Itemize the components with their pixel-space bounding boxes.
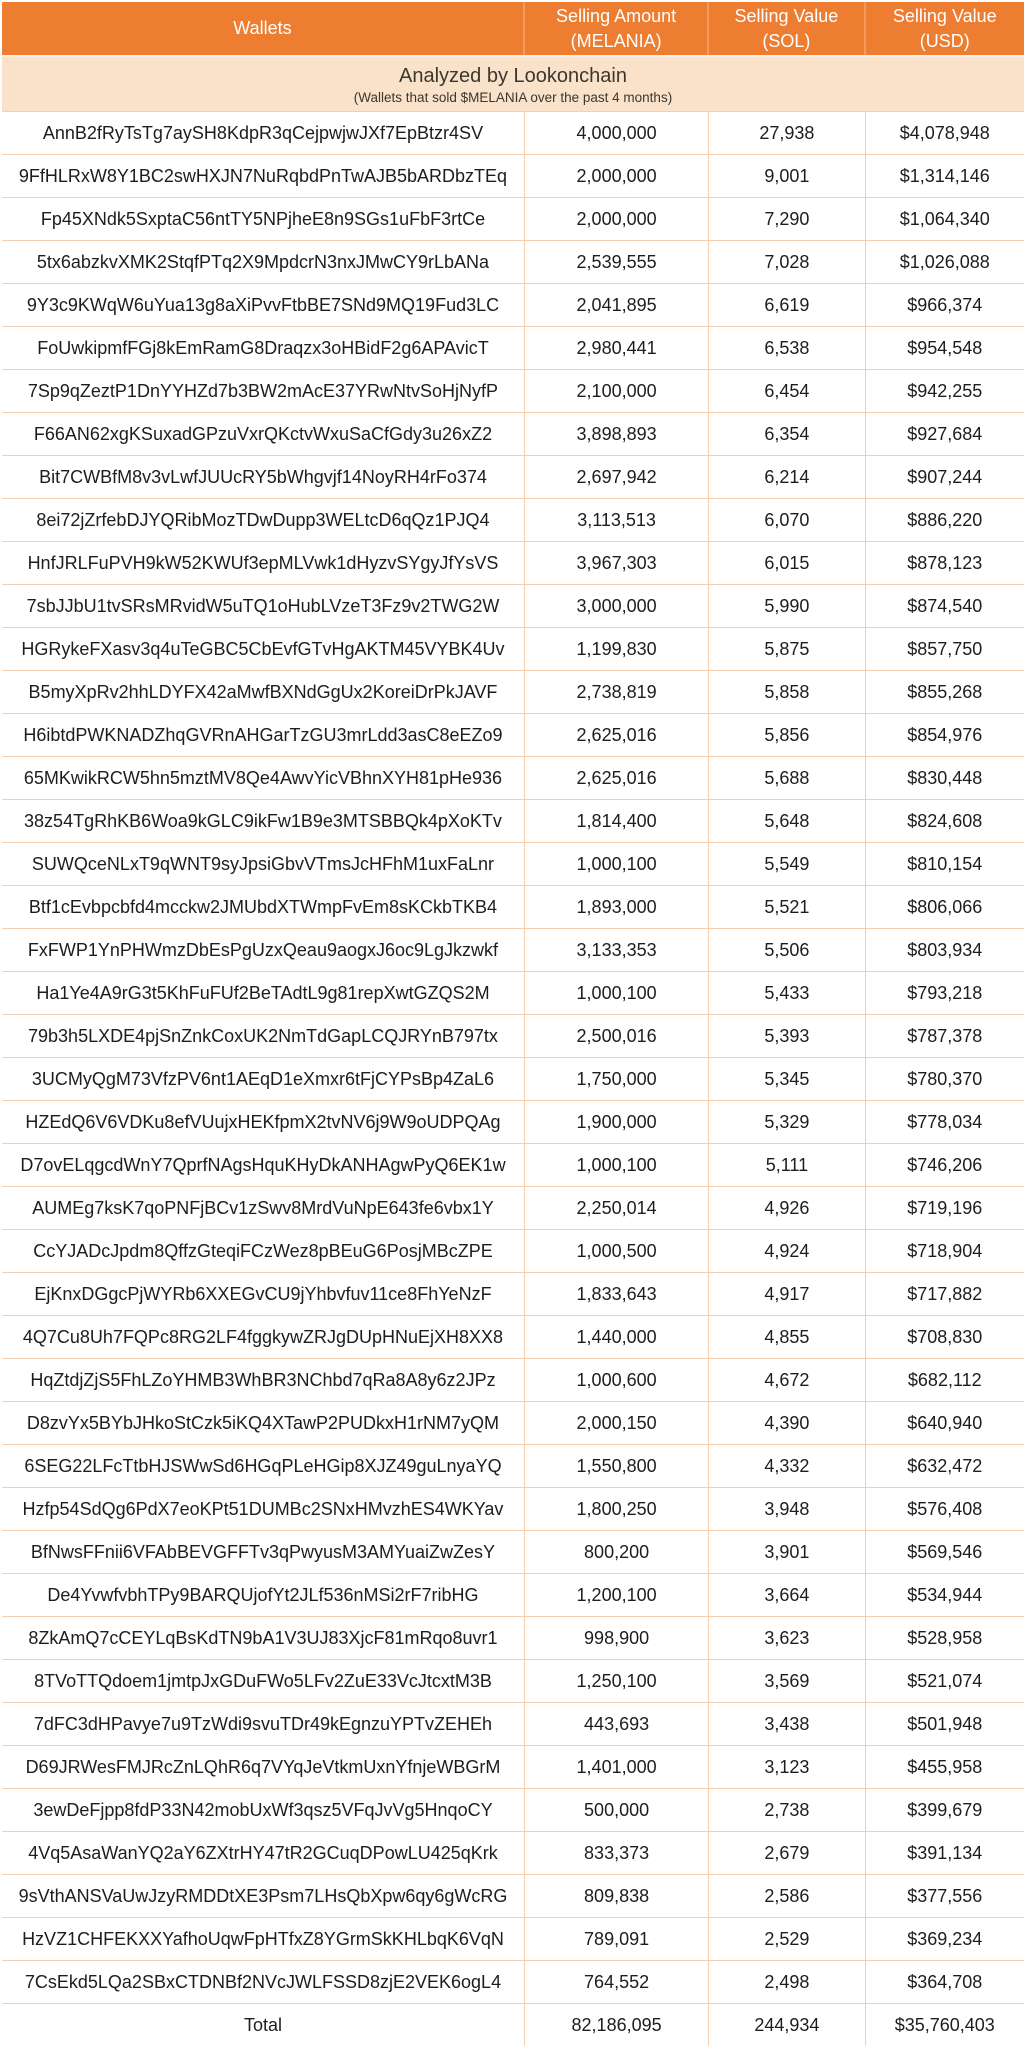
column-header-label: Selling Value (892, 5, 997, 26)
usd-value-cell: $719,196 (907, 1197, 983, 1218)
table-row (2, 1015, 1024, 1058)
table-row (2, 1058, 1024, 1101)
wallet-address-cell: Fp45XNdk5SxptaC56ntTY5NPjheE8n9SGs1uFbF3rtCe (2, 198, 525, 240)
wallet-address-cell: F66AN62xgKSuxadGPzuVxrQKctvWxuSaCfGdy3u26xZ2 (2, 413, 525, 455)
selling-amount-cell: 2,041,895 (525, 284, 709, 326)
selling-amount-cell: 2,980,441 (525, 327, 709, 369)
wallet-address-cell: H6ibtdPWKNADZhqGVRnAHGarTzGU3mrLdd3asC8eEZo9 (2, 714, 525, 756)
wallet-address-cell: D8zvYx5BYbJHkoStCzk5iKQ4XTawP2PUDkxH1rNM7yQM (2, 1402, 525, 1444)
selling-amount-cell: 3,000,000 (525, 585, 709, 627)
selling-amount-cell: 764,552 (525, 1961, 709, 2003)
selling-amount-cell: 3,133,353 (525, 929, 709, 971)
selling-amount-cell: 2,250,014 (525, 1187, 709, 1229)
sol-value-cell: 5,345 (709, 1058, 865, 1100)
table-row (2, 1574, 1024, 1617)
usd-value-cell: $4,078,948 (899, 122, 990, 143)
usd-value-cell: $399,679 (907, 1799, 983, 1820)
sol-value-cell: 4,924 (709, 1230, 865, 1272)
column-header-wallets (2, 2, 525, 55)
sol-value-cell: 7,290 (709, 198, 865, 240)
table-row (2, 1488, 1024, 1531)
selling-amount-cell: 789,091 (525, 1918, 709, 1960)
usd-value-cell: $682,112 (907, 1369, 982, 1390)
selling-amount-cell: 1,000,100 (525, 1144, 709, 1186)
usd-value-cell: $640,940 (907, 1412, 983, 1433)
selling-amount-cell: 2,100,000 (525, 370, 709, 412)
sol-value-cell: 6,619 (709, 284, 865, 326)
selling-amount-cell: 1,814,400 (525, 800, 709, 842)
column-header-selling-value-usd (866, 2, 1024, 55)
usd-value-cell: $830,448 (907, 767, 983, 788)
wallet-address-cell: 7sbJJbU1tvSRsMRvidW5uTQ1oHubLVzeT3Fz9v2TWG2W (2, 585, 525, 627)
usd-value-cell: $576,408 (907, 1498, 983, 1519)
wallet-address-cell: 9Y3c9KWqW6uYua13g8aXiPvvFtbBE7SNd9MQ19Fud3LC (2, 284, 525, 326)
sol-value-cell: 6,214 (709, 456, 865, 498)
table-row (2, 1660, 1024, 1703)
sol-value-cell: 5,648 (709, 800, 865, 842)
sol-value-cell: 4,332 (709, 1445, 865, 1487)
usd-value-cell: $632,472 (907, 1455, 983, 1476)
selling-amount-cell: 1,199,830 (525, 628, 709, 670)
wallet-address-cell: AUMEg7ksK7qoPNFjBCv1zSwv8MrdVuNpE643fe6vbx1Y (2, 1187, 525, 1229)
wallet-address-cell: 3UCMyQgM73VfzPV6nt1AEqD1eXmxr6tFjCYPsBp4ZaL6 (2, 1058, 525, 1100)
selling-amount-cell: 2,738,819 (525, 671, 709, 713)
usd-value-cell: $1,064,340 (899, 208, 990, 229)
usd-value-cell: $534,944 (907, 1584, 983, 1605)
wallets-table (2, 2, 1024, 2046)
wallet-address-cell: 65MKwikRCW5hn5mztMV8Qe4AwvYicVBhnXYH81pHe936 (2, 757, 525, 799)
table-row (2, 1789, 1024, 1832)
column-header-sublabel: (SOL) (762, 30, 811, 51)
wallet-address-cell: D69JRWesFMJRcZnLQhR6q7VYqJeVtkmUxnYfnjeWBGrM (2, 1746, 525, 1788)
table-row (2, 972, 1024, 1015)
sol-value-cell: 6,354 (709, 413, 865, 455)
selling-amount-cell: 833,373 (525, 1832, 709, 1874)
column-header-selling-amount-melania (525, 2, 709, 55)
selling-amount-cell: 1,900,000 (525, 1101, 709, 1143)
table-row (2, 714, 1024, 757)
sol-value-cell: 5,111 (709, 1144, 865, 1186)
table-header (2, 2, 1024, 57)
wallet-address-cell: 3ewDeFjpp8fdP33N42mobUxWf3qsz5VFqJvVg5HnqoCY (2, 1789, 525, 1831)
column-header-label: Selling Value (734, 5, 839, 26)
total-usd-value-cell: $35,760,403 (894, 2014, 995, 2035)
wallet-address-cell: Hzfp54SdQg6PdX7eoKPt51DUMBc2SNxHMvzhES4WKYav (2, 1488, 525, 1530)
wallet-address-cell: HZEdQ6V6VDKu8efVUujxHEKfpmX2tvNV6j9W9oUDPQAg (2, 1101, 525, 1143)
usd-value-cell: $708,830 (907, 1326, 983, 1347)
selling-amount-cell: 2,697,942 (525, 456, 709, 498)
selling-amount-cell: 1,000,100 (525, 972, 709, 1014)
wallet-address-cell: HzVZ1CHFEKXXYafhoUqwFpHTfxZ8YGrmSkKHLbqK6VqN (2, 1918, 525, 1960)
wallet-address-cell: 6SEG22LFcTtbHJSWwSd6HGqPLeHGip8XJZ49guLnyaYQ (2, 1445, 525, 1487)
usd-value-cell: $803,934 (907, 939, 983, 960)
banner-subtitle: (Wallets that sold $MELANIA over the past 4 months) (353, 89, 673, 105)
usd-value-cell: $954,548 (907, 337, 983, 358)
selling-amount-cell: 2,500,016 (525, 1015, 709, 1057)
sol-value-cell: 4,855 (709, 1316, 865, 1358)
wallet-address-cell: SUWQceNLxT9qWNT9syJpsiGbvVTmsJcHFhM1uxFaLnr (2, 843, 525, 885)
sol-value-cell: 3,901 (709, 1531, 865, 1573)
selling-amount-cell: 1,000,600 (525, 1359, 709, 1401)
table-row (2, 1187, 1024, 1230)
usd-value-cell: $718,904 (907, 1240, 983, 1261)
table-row (2, 155, 1024, 198)
sol-value-cell: 4,672 (709, 1359, 865, 1401)
total-sol-value-cell: 244,934 (709, 2004, 865, 2046)
selling-amount-cell: 1,440,000 (525, 1316, 709, 1358)
selling-amount-cell: 1,000,100 (525, 843, 709, 885)
sol-value-cell: 5,506 (709, 929, 865, 971)
wallet-address-cell: 9FfHLRxW8Y1BC2swHXJN7NuRqbdPnTwAJB5bARDbzTEq (2, 155, 525, 197)
usd-value-cell: $907,244 (907, 466, 983, 487)
sol-value-cell: 3,569 (709, 1660, 865, 1702)
usd-value-cell: $886,220 (907, 509, 983, 530)
column-header-selling-value-sol (709, 2, 865, 55)
usd-value-cell: $824,608 (907, 810, 983, 831)
sol-value-cell: 3,664 (709, 1574, 865, 1616)
usd-value-cell: $855,268 (907, 681, 983, 702)
selling-amount-cell: 1,401,000 (525, 1746, 709, 1788)
usd-value-cell: $806,066 (907, 896, 983, 917)
selling-amount-cell: 809,838 (525, 1875, 709, 1917)
usd-value-cell: $455,958 (907, 1756, 983, 1777)
sol-value-cell: 2,738 (709, 1789, 865, 1831)
table-row (2, 628, 1024, 671)
usd-value-cell: $810,154 (907, 853, 983, 874)
sol-value-cell: 5,549 (709, 843, 865, 885)
usd-value-cell: $942,255 (907, 380, 983, 401)
table-row (2, 413, 1024, 456)
table-row (2, 456, 1024, 499)
table-row (2, 241, 1024, 284)
table-row (2, 1918, 1024, 1961)
selling-amount-cell: 1,200,100 (525, 1574, 709, 1616)
wallet-address-cell: EjKnxDGgcPjWYRb6XXEGvCU9jYhbvfuv11ce8FhYeNzF (2, 1273, 525, 1315)
selling-amount-cell: 998,900 (525, 1617, 709, 1659)
sol-value-cell: 5,688 (709, 757, 865, 799)
table-row (2, 1703, 1024, 1746)
wallet-address-cell: 5tx6abzkvXMK2StqfPTq2X9MpdcrN3nxJMwCY9rLbANa (2, 241, 525, 283)
selling-amount-cell: 500,000 (525, 1789, 709, 1831)
selling-amount-cell: 1,800,250 (525, 1488, 709, 1530)
sol-value-cell: 2,679 (709, 1832, 865, 1874)
table-row (2, 1531, 1024, 1574)
selling-amount-cell: 1,550,800 (525, 1445, 709, 1487)
usd-value-cell: $746,206 (907, 1154, 983, 1175)
wallet-address-cell: 9sVthANSVaUwJzyRMDDtXE3Psm7LHsQbXpw6qy6gWcRG (2, 1875, 525, 1917)
usd-value-cell: $369,234 (907, 1928, 983, 1949)
column-header-sublabel: (USD) (919, 30, 970, 51)
table-row (2, 1273, 1024, 1316)
usd-value-cell: $377,556 (907, 1885, 983, 1906)
selling-amount-cell: 1,893,000 (525, 886, 709, 928)
banner-title: Analyzed by Lookonchain (399, 64, 627, 87)
wallet-address-cell: CcYJADcJpdm8QffzGteqiFCzWez8pBEuG6PosjMBcZPE (2, 1230, 525, 1272)
table-row (2, 886, 1024, 929)
selling-amount-cell: 443,693 (525, 1703, 709, 1745)
total-label-cell: Total (2, 2004, 525, 2046)
sol-value-cell: 5,433 (709, 972, 865, 1014)
usd-value-cell: $874,540 (907, 595, 983, 616)
usd-value-cell: $717,882 (907, 1283, 983, 1304)
selling-amount-cell: 2,000,000 (525, 155, 709, 197)
table-row (2, 542, 1024, 585)
sol-value-cell: 6,538 (709, 327, 865, 369)
table-row (2, 198, 1024, 241)
usd-value-cell: $391,134 (907, 1842, 983, 1863)
selling-amount-cell: 2,000,150 (525, 1402, 709, 1444)
wallet-address-cell: BfNwsFFnii6VFAbBEVGFFTv3qPwyusM3AMYuaiZwZesY (2, 1531, 525, 1573)
wallet-address-cell: 8TVoTTQdoem1jmtpJxGDuFWo5LFv2ZuE33VcJtcxtM3B (2, 1660, 525, 1702)
total-row (2, 2004, 1024, 2046)
table-row (2, 284, 1024, 327)
sol-value-cell: 6,015 (709, 542, 865, 584)
table-row (2, 671, 1024, 714)
table-row (2, 1746, 1024, 1789)
wallet-address-cell: 7CsEkd5LQa2SBxCTDNBf2NVcJWLFSSD8zjE2VEK6ogL4 (2, 1961, 525, 2003)
sol-value-cell: 3,438 (709, 1703, 865, 1745)
sol-value-cell: 6,070 (709, 499, 865, 541)
sol-value-cell: 5,393 (709, 1015, 865, 1057)
table-row (2, 1875, 1024, 1918)
sol-value-cell: 5,858 (709, 671, 865, 713)
wallet-address-cell: HqZtdjZjS5FhLZoYHMB3WhBR3NChbd7qRa8A8y6z2JPz (2, 1359, 525, 1401)
selling-amount-cell: 2,539,555 (525, 241, 709, 283)
wallet-address-cell: 7dFC3dHPavye7u9TzWdi9svuTDr49kEgnzuYPTvZEHEh (2, 1703, 525, 1745)
table-row (2, 1961, 1024, 2004)
selling-amount-cell: 1,750,000 (525, 1058, 709, 1100)
wallet-address-cell: 7Sp9qZeztP1DnYYHZd7b3BW2mAcE37YRwNtvSoHjNyfP (2, 370, 525, 412)
table-row (2, 800, 1024, 843)
selling-amount-cell: 1,833,643 (525, 1273, 709, 1315)
wallet-address-cell: 8ei72jZrfebDJYQRibMozTDwDupp3WELtcD6qQz1PJQ4 (2, 499, 525, 541)
sol-value-cell: 7,028 (709, 241, 865, 283)
wallet-address-cell: 8ZkAmQ7cCEYLqBsKdTN9bA1V3UJ83XjcF81mRqo8uvr1 (2, 1617, 525, 1659)
table-row (2, 327, 1024, 370)
wallet-address-cell: 38z54TgRhKB6Woa9kGLC9ikFw1B9e3MTSBBQk4pXoKTv (2, 800, 525, 842)
table-row (2, 1101, 1024, 1144)
selling-amount-cell: 3,898,893 (525, 413, 709, 455)
selling-amount-cell: 1,250,100 (525, 1660, 709, 1702)
sol-value-cell: 27,938 (709, 112, 865, 154)
usd-value-cell: $778,034 (907, 1111, 983, 1132)
usd-value-cell: $787,378 (907, 1025, 983, 1046)
wallet-address-cell: De4YvwfvbhTPy9BARQUjofYt2JLf536nMSi2rF7ribHG (2, 1574, 525, 1616)
usd-value-cell: $857,750 (907, 638, 983, 659)
table-row (2, 112, 1024, 155)
column-header-label: Wallets (233, 18, 292, 38)
selling-amount-cell: 2,000,000 (525, 198, 709, 240)
usd-value-cell: $966,374 (907, 294, 983, 315)
usd-value-cell: $364,708 (907, 1971, 983, 1992)
wallet-address-cell: D7ovELqgcdWnY7QprfNAgsHquKHyDkANHAgwPyQ6EK1w (2, 1144, 525, 1186)
table-row (2, 585, 1024, 628)
usd-value-cell: $501,948 (907, 1713, 983, 1734)
analysis-banner (2, 57, 1024, 112)
wallet-address-cell: Bit7CWBfM8v3vLwfJUUcRY5bWhgvjf14NoyRH4rFo374 (2, 456, 525, 498)
table-row (2, 1445, 1024, 1488)
wallet-address-cell: HnfJRLFuPVH9kW52KWUf3epMLVwk1dHyzvSYgyJfYsVS (2, 542, 525, 584)
wallet-address-cell: 79b3h5LXDE4pjSnZnkCoxUK2NmTdGapLCQJRYnB797tx (2, 1015, 525, 1057)
selling-amount-cell: 3,967,303 (525, 542, 709, 584)
usd-value-cell: $528,958 (907, 1627, 983, 1648)
usd-value-cell: $878,123 (907, 552, 983, 573)
sol-value-cell: 2,586 (709, 1875, 865, 1917)
usd-value-cell: $521,074 (907, 1670, 983, 1691)
sol-value-cell: 2,529 (709, 1918, 865, 1960)
column-header-sublabel: (MELANIA) (570, 30, 662, 51)
sol-value-cell: 3,123 (709, 1746, 865, 1788)
table-row (2, 1402, 1024, 1445)
column-header-label: Selling Amount (556, 5, 677, 26)
wallet-address-cell: FxFWP1YnPHWmzDbEsPgUzxQeau9aogxJ6oc9LgJkzwkf (2, 929, 525, 971)
sol-value-cell: 4,390 (709, 1402, 865, 1444)
sol-value-cell: 4,917 (709, 1273, 865, 1315)
table-row (2, 757, 1024, 800)
sol-value-cell: 3,948 (709, 1488, 865, 1530)
wallet-address-cell: AnnB2fRyTsTg7aySH8KdpR3qCejpwjwJXf7EpBtzr4SV (2, 112, 525, 154)
sol-value-cell: 5,856 (709, 714, 865, 756)
sol-value-cell: 4,926 (709, 1187, 865, 1229)
sol-value-cell: 5,990 (709, 585, 865, 627)
sol-value-cell: 3,623 (709, 1617, 865, 1659)
table-row (2, 1230, 1024, 1273)
usd-value-cell: $793,218 (907, 982, 983, 1003)
wallet-address-cell: B5myXpRv2hhLDYFX42aMwfBXNdGgUx2KoreiDrPkJAVF (2, 671, 525, 713)
selling-amount-cell: 4,000,000 (525, 112, 709, 154)
usd-value-cell: $1,026,088 (899, 251, 990, 272)
wallet-address-cell: Btf1cEvbpcbfd4mcckw2JMUbdXTWmpFvEm8sKCkbTKB4 (2, 886, 525, 928)
usd-value-cell: $927,684 (907, 423, 983, 444)
table-row (2, 1144, 1024, 1187)
selling-amount-cell: 2,625,016 (525, 714, 709, 756)
selling-amount-cell: 800,200 (525, 1531, 709, 1573)
usd-value-cell: $1,314,146 (899, 165, 990, 186)
wallet-address-cell: Ha1Ye4A9rG3t5KhFuFUf2BeTAdtL9g81repXwtGZQS2M (2, 972, 525, 1014)
usd-value-cell: $854,976 (907, 724, 983, 745)
table-row (2, 370, 1024, 413)
sol-value-cell: 6,454 (709, 370, 865, 412)
sol-value-cell: 5,875 (709, 628, 865, 670)
usd-value-cell: $780,370 (907, 1068, 983, 1089)
wallet-address-cell: 4Q7Cu8Uh7FQPc8RG2LF4fggkywZRJgDUpHNuEjXH8XX8 (2, 1316, 525, 1358)
table-body (2, 112, 1024, 2046)
table-row (2, 499, 1024, 542)
table-row (2, 843, 1024, 886)
wallet-address-cell: 4Vq5AsaWanYQ2aY6ZXtrHY47tR2GCuqDPowLU425qKrk (2, 1832, 525, 1874)
sol-value-cell: 5,329 (709, 1101, 865, 1143)
table-row (2, 1617, 1024, 1660)
selling-amount-cell: 3,113,513 (525, 499, 709, 541)
selling-amount-cell: 2,625,016 (525, 757, 709, 799)
sol-value-cell: 9,001 (709, 155, 865, 197)
selling-amount-cell: 1,000,500 (525, 1230, 709, 1272)
sol-value-cell: 2,498 (709, 1961, 865, 2003)
total-selling-amount-cell: 82,186,095 (525, 2004, 709, 2046)
wallet-address-cell: FoUwkipmfFGj8kEmRamG8Draqzx3oHBidF2g6APAvicT (2, 327, 525, 369)
table-row (2, 1359, 1024, 1402)
sol-value-cell: 5,521 (709, 886, 865, 928)
wallet-address-cell: HGRykeFXasv3q4uTeGBC5CbEvfGTvHgAKTM45VYBK4Uv (2, 628, 525, 670)
table-row (2, 1316, 1024, 1359)
table-row (2, 929, 1024, 972)
usd-value-cell: $569,546 (907, 1541, 983, 1562)
table-row (2, 1832, 1024, 1875)
